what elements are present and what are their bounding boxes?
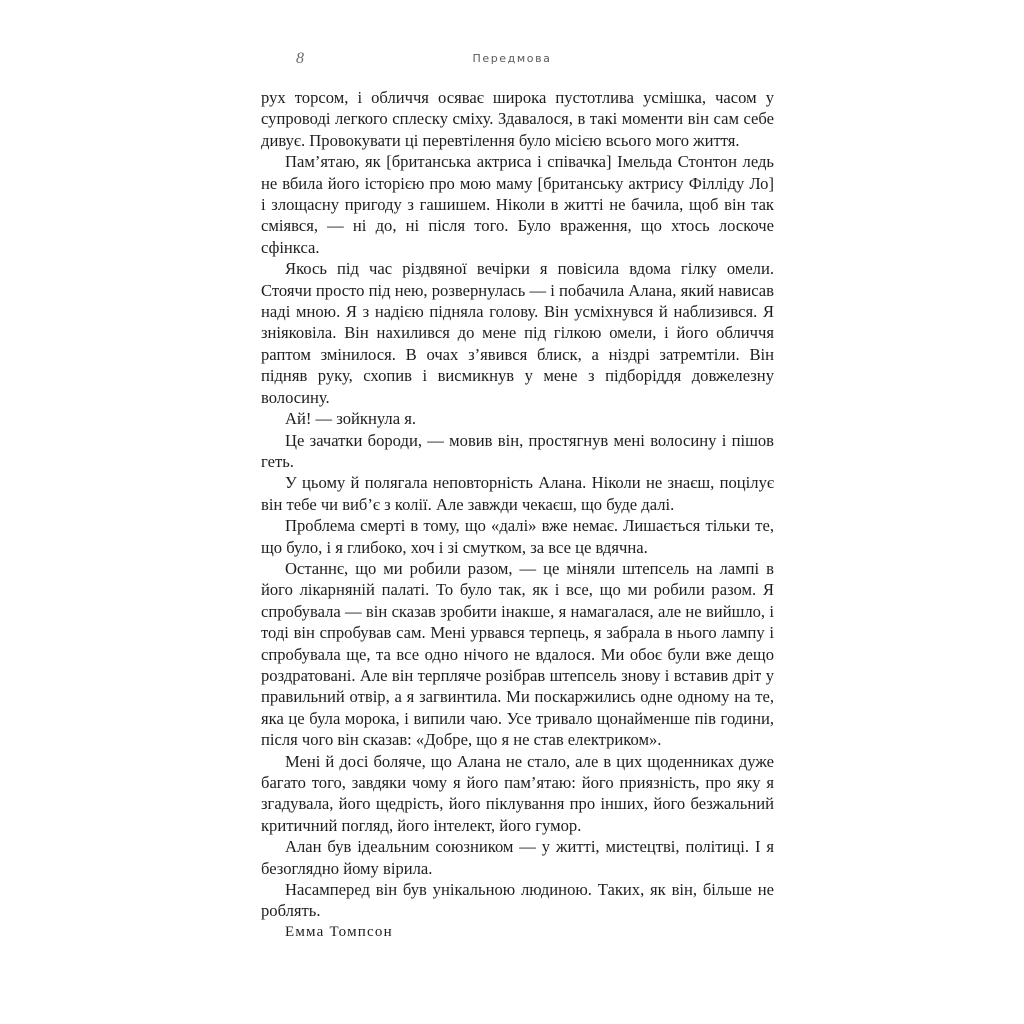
paragraph: Якось під час різдвяної вечірки я повісила вдома гілку омели. Стоячи просто під нею, розвернулась — і побачила Алана, який нависав наді мною. Я з надією підняла голову. Він усміхнувся й наблизився. Я зніяковіла. Він нахилився до мене під гілкою омели, і його обличчя раптом змінилося. В очах з’явився блиск, а ніздрі затремтіли. Він підняв руку, схопив і висмикнув у мене з підборіддя довжелезну волосину. [261,259,774,407]
paragraph: У цьому й полягала неповторність Алана. Ніколи не знаєш, поцілує він тебе чи виб’є з колії. Але завжди чекаєш, що буде далі. [261,473,774,514]
paragraph: Ай! — зойкнула я. [285,409,416,429]
body-text [261,87,774,943]
paragraph: Насамперед він був унікальною людиною. Таких, як він, більше не роблять. [261,880,774,921]
page-number: 8 [296,50,304,67]
paragraph: Це зачатки бороди, — мовив він, простягнув мені волосину і пішов геть. [261,430,774,471]
author-signature: Емма Томпсон [285,923,393,940]
paragraph: Пам’ятаю, як [британська актриса і співачка] Імельда Стонтон ледь не вбила його історією про мою маму [британську актрису Філліду Ло] і злощасну пригоду з гашишем. Ніколи в житті не бачила, щоб він так сміявся, — ні до, ні після того. Було враження, що хтось лоскоче сфінкса. [261,152,774,257]
running-head: Передмова [472,52,552,65]
paragraph: Мені й досі боляче, що Алана не стало, але в цих щоденниках дуже багато того, завдяки чому я його пам’ятаю: його приязність, про яку я згадувала, його щедрість, його піклування про інших, його безжальний критичний погляд, його інтелект, його гумор. [261,751,774,835]
paragraph: Останнє, що ми робили разом, — це міняли штепсель на лампі в його лікарняній палаті. То було так, як і все, що ми робили разом. Я спробувала — він сказав зробити інакше, я намагалася, але не вийшло, і тоді він спробував сам. Мені урвався терпець, я забрала в нього лампу і спробувала ще, та все одно нічого не вдалося. Ми обоє були вже дещо роздратовані. Але він терпляче розібрав штепсель знову і вставив дріт у правильний отвір, а я загвинтила. Ми поскаржились одне одному на те, яка це була морока, і випили чаю. Усе тривало щонайменше пів години, після чого він сказав: «Добре, що я не став електриком». [261,558,774,750]
paragraph: Алан був ідеальним союзником — у житті, мистецтві, політиці. І я безоглядно йому вірила. [261,837,774,878]
paragraph: Проблема смерті в тому, що «далі» вже немає. Лишається тільки те, що було, і я глибоко, хоч і зі смутком, за все це вдячна. [261,516,774,557]
page-header [0,50,1024,72]
paragraph: рух торсом, і обличчя осяває широка пустотлива усмішка, часом у супроводі легкого сплеску сміху. Здавалося, в такі моменти він сам себе дивує. Провокувати ці перевтілення було місією всього мого життя. [261,88,774,150]
